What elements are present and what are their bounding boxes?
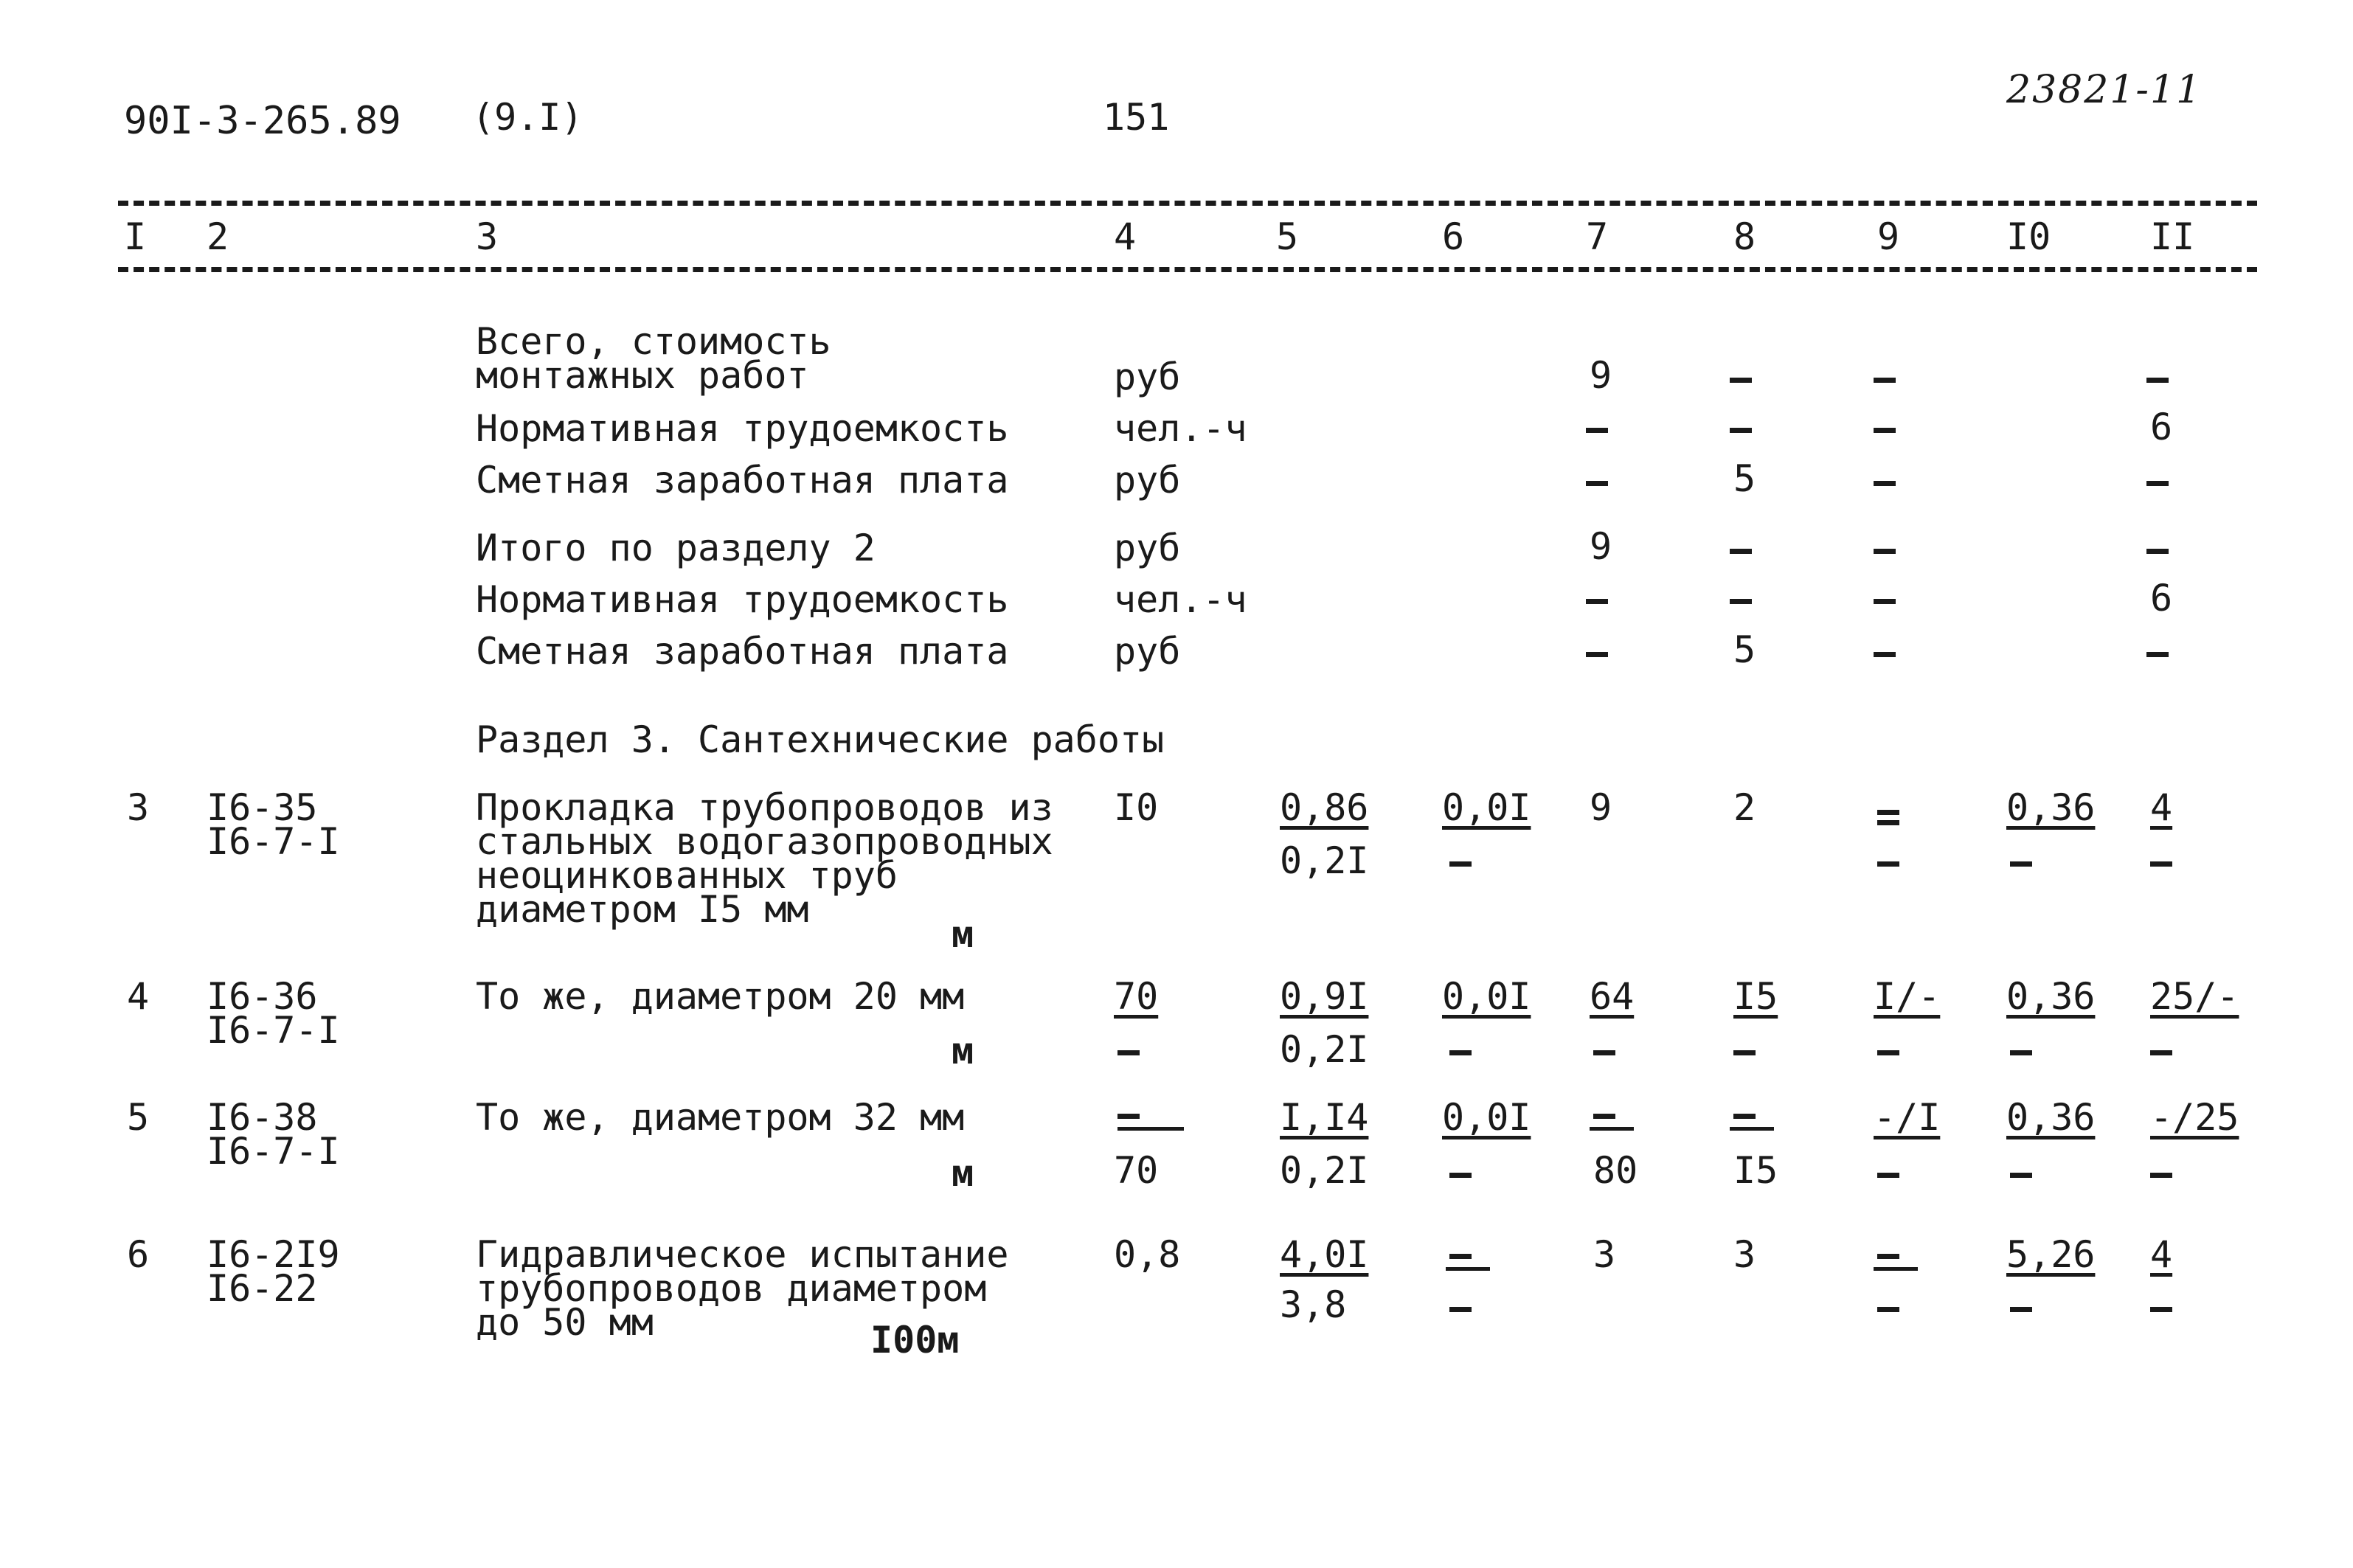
col-head-3: 3	[476, 215, 499, 258]
row-c5-bottom: 0,2I	[1280, 839, 1369, 882]
row-c4-top: 70	[1114, 975, 1159, 1018]
row-c9: -/I	[1874, 1096, 1941, 1139]
row-number: 3	[127, 786, 150, 829]
row-c5-top: 4,0I	[1280, 1233, 1369, 1276]
dash	[2146, 549, 2169, 554]
dash	[1874, 549, 1896, 554]
table-top-rule	[118, 201, 2257, 206]
dash	[1449, 1254, 1472, 1259]
row-c7: 9	[1590, 786, 1612, 829]
row-unit: м	[952, 1030, 974, 1072]
dash	[2146, 378, 2169, 383]
labor-intensity-label: Нормативная трудоемкость	[476, 407, 1009, 450]
dash	[1117, 1127, 1184, 1131]
dash	[2146, 481, 2169, 486]
table-header-rule	[118, 267, 2257, 272]
dash	[1877, 810, 1899, 815]
dash	[1733, 1114, 1756, 1119]
dash	[1730, 378, 1752, 383]
col-head-10: I0	[2006, 215, 2051, 258]
estimated-wage-unit: руб	[1114, 459, 1181, 502]
col-head-9: 9	[1877, 215, 1900, 258]
dash	[2010, 861, 2032, 867]
row-c4: 0,8	[1114, 1233, 1181, 1276]
section-labor-c11: 6	[2150, 577, 2173, 620]
labor-intensity-c11: 6	[2150, 406, 2173, 448]
row-c10: 0,36	[2006, 975, 2096, 1018]
dash	[1730, 428, 1752, 433]
row-description: То же, диаметром 32 мм	[476, 1096, 965, 1139]
row-codes: I6-35 I6-7-I	[207, 786, 340, 863]
dash	[1586, 599, 1608, 604]
dash	[1874, 378, 1896, 383]
row-c10: 5,26	[2006, 1233, 2096, 1276]
row-c5-bottom: 0,2I	[1280, 1149, 1369, 1192]
dash	[1446, 1267, 1490, 1271]
row-description: Гидравлическое испытание трубопроводов диаметром до 50 мм	[476, 1233, 1009, 1344]
section-total-unit: руб	[1114, 527, 1181, 569]
total-installation-unit: руб	[1114, 355, 1181, 398]
row-c7: 3	[1593, 1233, 1616, 1276]
estimated-wage-label: Сметная заработная плата	[476, 459, 1009, 502]
dash	[1730, 549, 1752, 554]
dash	[1593, 1114, 1615, 1119]
dash	[1874, 599, 1896, 604]
labor-intensity-unit: чел.-ч	[1114, 407, 1247, 450]
dash	[1449, 1307, 1472, 1312]
dash	[1117, 1050, 1140, 1055]
dash	[1877, 1050, 1899, 1055]
row-c6: 0,0I	[1442, 1096, 1531, 1139]
row-c7-bottom: 80	[1593, 1149, 1638, 1192]
section-3-title: Раздел 3. Сантехнические работы	[476, 718, 1165, 761]
row-number: 5	[127, 1096, 150, 1139]
row-c8: I5	[1733, 975, 1778, 1018]
section-total-label: Итого по разделу 2	[476, 527, 876, 569]
row-c5-top: 0,9I	[1280, 975, 1369, 1018]
row-c8-bottom: I5	[1733, 1149, 1778, 1192]
row-codes: I6-36 I6-7-I	[207, 975, 340, 1052]
page-number: 151	[1103, 96, 1170, 139]
dash	[2150, 861, 2172, 867]
row-number: 4	[127, 975, 150, 1018]
row-c7: 64	[1590, 975, 1635, 1018]
dash	[1586, 428, 1608, 433]
dash	[2010, 1050, 2032, 1055]
dash	[2150, 1307, 2172, 1312]
row-c5-top: 0,86	[1280, 786, 1369, 829]
row-c11: 4	[2150, 1233, 2173, 1276]
dash	[2150, 1050, 2172, 1055]
row-c9: I/-	[1874, 975, 1941, 1018]
row-c10: 0,36	[2006, 786, 2096, 829]
dash	[1730, 599, 1752, 604]
col-head-4: 4	[1114, 215, 1137, 258]
row-unit: I00м	[870, 1319, 960, 1361]
col-head-2: 2	[207, 215, 229, 258]
dash	[1449, 1050, 1472, 1055]
dash	[2146, 652, 2169, 657]
row-unit: м	[952, 1152, 974, 1195]
estimated-wage-c8: 5	[1733, 457, 1756, 500]
dash	[1449, 861, 1472, 867]
row-codes: I6-2I9 I6-22	[207, 1233, 340, 1310]
row-c11: -/25	[2150, 1096, 2239, 1139]
document-code: 90I-3-265.89	[124, 99, 401, 143]
dash	[1117, 1114, 1140, 1119]
dash	[1877, 1254, 1899, 1259]
total-installation-c7: 9	[1590, 354, 1612, 397]
col-head-1: I	[124, 215, 147, 258]
dash	[1586, 652, 1608, 657]
dash	[1874, 1267, 1918, 1271]
dash	[2010, 1173, 2032, 1178]
section-total-c7: 9	[1590, 525, 1612, 568]
row-c8: 2	[1733, 786, 1756, 829]
section-labor-label: Нормативная трудоемкость	[476, 578, 1009, 621]
section-wage-c8: 5	[1733, 628, 1756, 671]
row-c11: 25/-	[2150, 975, 2239, 1018]
dash	[1730, 1127, 1774, 1131]
dash	[1877, 1173, 1899, 1178]
total-installation-label: Всего, стоимость монтажных работ	[476, 320, 831, 397]
row-codes: I6-38 I6-7-I	[207, 1096, 340, 1173]
dash	[1877, 820, 1899, 825]
row-c5-bottom: 3,8	[1280, 1283, 1347, 1326]
section-wage-unit: руб	[1114, 630, 1181, 673]
row-c10: 0,36	[2006, 1096, 2096, 1139]
dash	[1877, 861, 1899, 867]
dash	[1874, 481, 1896, 486]
dash	[1874, 428, 1896, 433]
dash	[1590, 1127, 1634, 1131]
dash	[1874, 652, 1896, 657]
row-c5-bottom: 0,2I	[1280, 1028, 1369, 1071]
row-c11: 4	[2150, 786, 2173, 829]
archive-stamp-number: 23821-11	[2006, 68, 2203, 112]
col-head-5: 5	[1276, 215, 1299, 258]
col-head-11: II	[2150, 215, 2195, 258]
section-wage-label: Сметная заработная плата	[476, 630, 1009, 673]
row-c4: I0	[1114, 786, 1159, 829]
dash	[1586, 481, 1608, 486]
row-description: То же, диаметром 20 мм	[476, 975, 965, 1018]
row-c8: 3	[1733, 1233, 1756, 1276]
col-head-8: 8	[1733, 215, 1756, 258]
row-description: Прокладка трубопроводов из стальных водогазопроводных неоцинкованных труб диаметром I5 мм	[476, 786, 1053, 931]
col-head-6: 6	[1442, 215, 1465, 258]
row-c6: 0,0I	[1442, 975, 1531, 1018]
dash	[2150, 1173, 2172, 1178]
dash	[2010, 1307, 2032, 1312]
row-c4-bottom: 70	[1114, 1149, 1159, 1192]
row-unit: м	[952, 913, 974, 956]
row-c5-top: I,I4	[1280, 1096, 1369, 1139]
row-number: 6	[127, 1233, 150, 1276]
dash	[1593, 1050, 1615, 1055]
col-head-7: 7	[1586, 215, 1609, 258]
section-labor-unit: чел.-ч	[1114, 578, 1247, 621]
dash	[1733, 1050, 1756, 1055]
row-c6: 0,0I	[1442, 786, 1531, 829]
dash	[1877, 1307, 1899, 1312]
document-part: (9.I)	[472, 96, 583, 139]
dash	[1449, 1173, 1472, 1178]
